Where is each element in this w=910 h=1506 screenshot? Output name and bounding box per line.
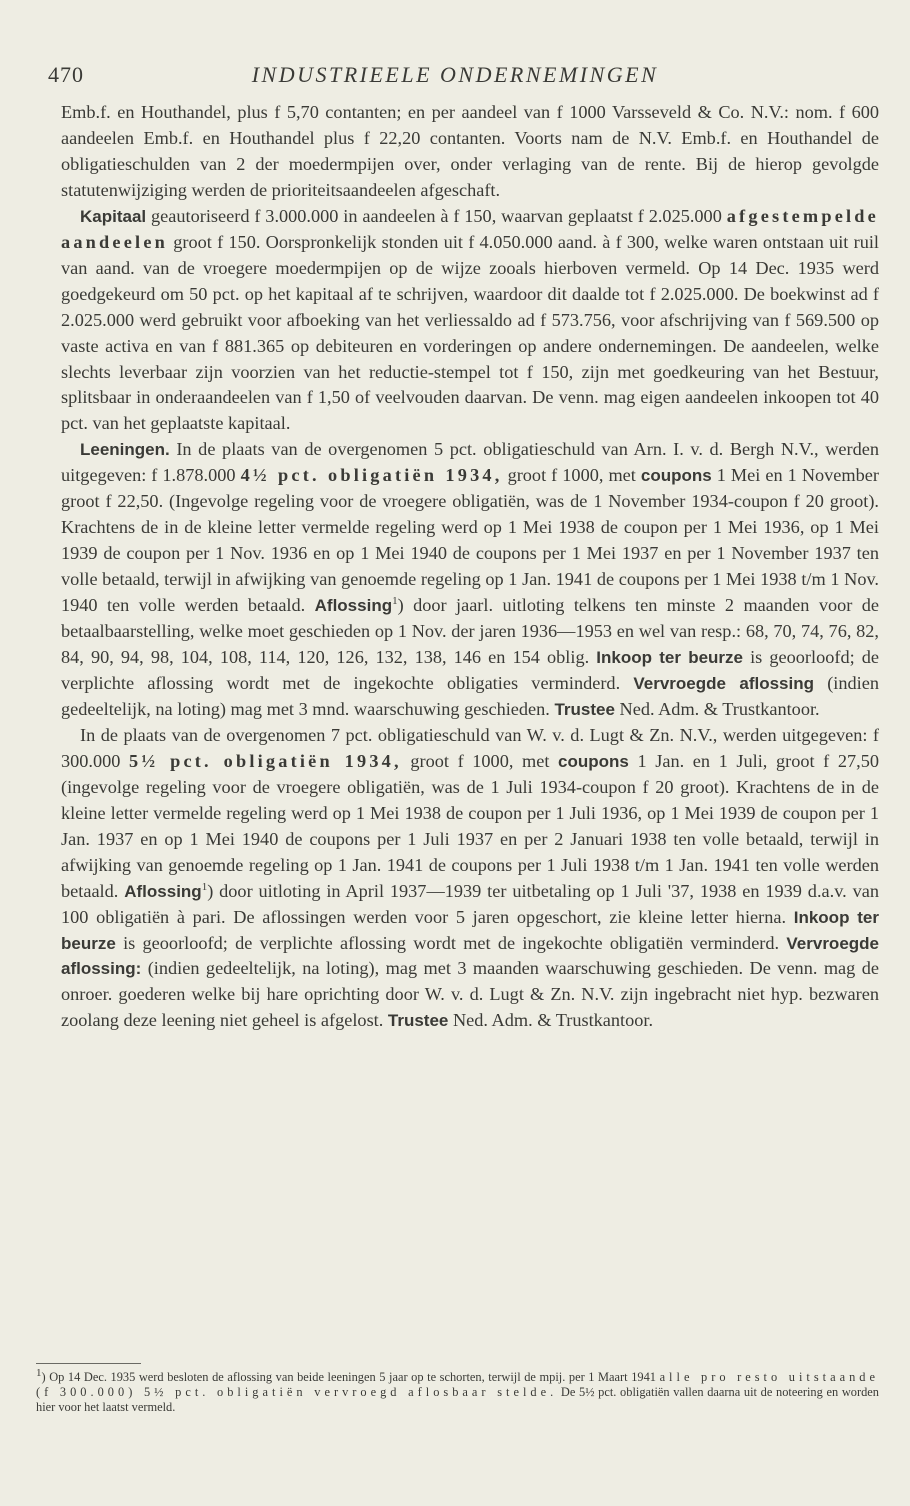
vervroegde-term: Vervroegde aflossing <box>633 673 814 693</box>
footnote-ref: 1 <box>201 880 208 893</box>
paragraph-text: ) door uitloting in April 1937—1939 ter uitbetaling op 1 Juli '37, 1938 en 1939 d.a.v. van 100 obligatiën à pari. De aflossingen werden voor 5 jaren opgeschort, zie kleine letter hierna. <box>61 880 879 927</box>
paragraph-text: Emb.f. en Houthandel, plus f 5,70 contanten; en per aandeel van f 1000 Varsseveld & Co. N.V.: nom. f 600 aandeelen Emb.f. en Houthandel plus f 22,20 contanten. Voorts nam de N.V. Emb.f. en Houthandel de obligatieschulden van 2 der moedermpijen over, onder verlaging van de rente. Bij de hierop gevolgde statutenwijziging werden de prioriteitsaandeelen afgeschaft. <box>61 102 879 200</box>
paragraph-text: Ned. Adm. & Trustkantoor. <box>614 698 820 719</box>
paragraph-leeningen <box>61 437 879 722</box>
coupons-term: coupons <box>640 466 712 486</box>
inkoop-term: Inkoop ter beurze <box>596 648 743 668</box>
paragraph-kapitaal <box>61 204 879 438</box>
paragraph-text: 1 Jan. en 1 Juli, groot f 27,50 (ingevolge regeling voor de vroegere obligatiën, was de 1 Juli 1934-coupon f 20 groot). Krachtens de in de kleine letter vermelde regeling werd op 1 Mei 1938 de coupon per 1 Juli 1936, op 1 Mei 1939 de coupon per 1 Jan. 1937 en op 1 Mei 1940 de coupons per 1 Juli 1937 en per 2 Januari 1938 ten volle betaald, terwijl in afwijking van genoemde regeling op 1 Jan. 1941 de coupons per 1 Juli 1938 t/m 1 Jan. 1941 ten volle werden betaald. <box>61 750 880 901</box>
footnote <box>36 1366 880 1415</box>
spaced-term: 5½ pct. obligatiën 1934, <box>129 750 402 771</box>
paragraph-text: groot f 1000, met <box>401 750 559 771</box>
paragraph-text: (indien gedeeltelijk, na loting), mag met 3 maanden waarschuwing geschieden. De venn. mag de onroer. goederen welke bij hare oprichting door W. v. d. Lugt & Zn. N.V. zijn ingebracht niet hyp. bezwaren zoolang deze leening niet geheel is afgelost. <box>61 958 879 1031</box>
spaced-term: afgestempelde aandeelen <box>61 205 879 252</box>
vervroegde-term: Vervroegde aflossing: <box>61 933 879 979</box>
footnote-text: ) Op 14 Dec. 1935 werd besloten de aflossing van beide leeningen 5 jaar op te schorten, terwijl de mpij. per 1 Maart 1941 <box>41 1370 660 1384</box>
paragraph-text: is geoorloofd; de verplichte aflossing wordt met de ingekochte obligatiën verminderd. <box>115 932 787 953</box>
paragraph-text: Ned. Adm. & Trustkantoor. <box>448 1010 654 1031</box>
running-title: INDUSTRIEELE ONDERNEMINGEN <box>251 62 659 87</box>
paragraph-houthandel <box>61 100 879 204</box>
inkoop-term: Inkoop ter beurze <box>61 907 879 953</box>
paragraph-text: geautoriseerd f 3.000.000 in aandeelen à f 150, waarvan geplaatst f 2.025.000 <box>146 205 727 226</box>
paragraph-text: groot f 1000, met <box>502 465 641 486</box>
aflossing-term: Aflossing <box>314 596 393 616</box>
trustee-term: Trustee <box>554 699 615 719</box>
footnote-spaced-text: alle pro resto uitstaande (f 300.000) 5½ pct. obligatiën vervroegd aflosbaar stelde. <box>36 1370 880 1399</box>
body-text <box>61 100 879 1034</box>
paragraph-text: 1 Mei en 1 November groot f 22,50. (Ingevolge regeling voor de vroegere obligatiën, was de 1 November 1934-coupon f 20 groot). Krachtens de in de kleine letter vermelde regeling werd op 1 Mei 1938 de coupon per 1 Mei 1936, op 1 Mei 1939 de coupon per 1 Nov. 1936 en op 1 Mei 1940 de coupons per 1 Mei 1937 en per 1 November 1937 ten volle betaald, terwijl in afwijking van genoemde regeling op 1 Jan. 1941 de coupons per 1 Mei 1938 t/m 1 Nov. 1940 ten volle werden betaald. <box>61 465 879 616</box>
footnote-marker: 1 <box>36 1366 42 1379</box>
aflossing-term: Aflossing <box>124 881 202 901</box>
kapitaal-label: Kapitaal <box>80 206 147 226</box>
paragraph-text: In de plaats van de overgenomen 5 pct. obligatieschuld van Arn. I. v. d. Bergh N.V., werden uitgegeven: f 1.878.000 <box>61 439 879 486</box>
page-number: 470 <box>48 62 84 87</box>
trustee-term: Trustee <box>387 1011 449 1031</box>
paragraph-text: (indien gedeeltelijk, na loting) mag met 3 mnd. waarschuwing geschieden. <box>61 672 879 719</box>
paragraph-text: groot f 150. Oorspronkelijk stonden uit f 4.050.000 aand. à f 300, welke waren ontstaan uit ruil van aand. van de vroegere moedermpijen op de wijze zooals hierboven vermeld. Op 14 Dec. 1935 werd goedgekeurd om 50 pct. op het kapitaal af te schrijven, waardoor dit daalde tot f 2.025.000. De boekwinst ad f 2.025.000 werd gebruikt voor afboeking van het verliessaldo ad f 573.756, voor afschrijving van f 569.500 op vaste activa en van f 881.365 op debiteuren en vorderingen op andere ondernemingen. De aandeelen, welke slechts leverbaar zijn voorzien van het reductie-stempel tot f 150, zijn met goedkeuring van het Bestuur, splitsbaar in onderaandeelen van f 1,50 of veelvouden daarvan. De venn. mag eigen aandeelen inkoopen tot 40 pct. van het geplaatste kapitaal. <box>61 231 879 434</box>
leeningen-label: Leeningen. <box>80 440 170 460</box>
spaced-term: 4½ pct. obligatiën 1934, <box>240 465 503 486</box>
footnote-ref: 1 <box>392 595 398 608</box>
page-header <box>0 62 910 88</box>
paragraph-text: is geoorloofd; de verplichte aflossing wordt met de ingekochte obligaties verminderd. <box>61 647 880 693</box>
paragraph-text: In de plaats van de overgenomen 7 pct. obligatieschuld van W. v. d. Lugt & Zn. N.V., werden uitgegeven: f 300.000 <box>61 724 879 771</box>
coupons-term: coupons <box>558 751 629 771</box>
footnote-divider <box>36 1363 141 1364</box>
footnote-text: De 5½ pct. obligatiën vallen daarna uit de noteering en worden hier voor het laatst vermeld. <box>36 1385 879 1414</box>
paragraph-text: ) door jaarl. uitloting telkens ten minste 2 maanden voor de betaalbaarstelling, welke moet geschieden op 1 Nov. der jaren 1936—1953 en wel van resp.: 68, 70, 74, 76, 82, 84, 90, 94, 98, 104, 108, 114, 120, 126, 132, 138, 146 en 154 oblig. <box>61 595 880 668</box>
paragraph-lugt <box>61 723 879 1034</box>
